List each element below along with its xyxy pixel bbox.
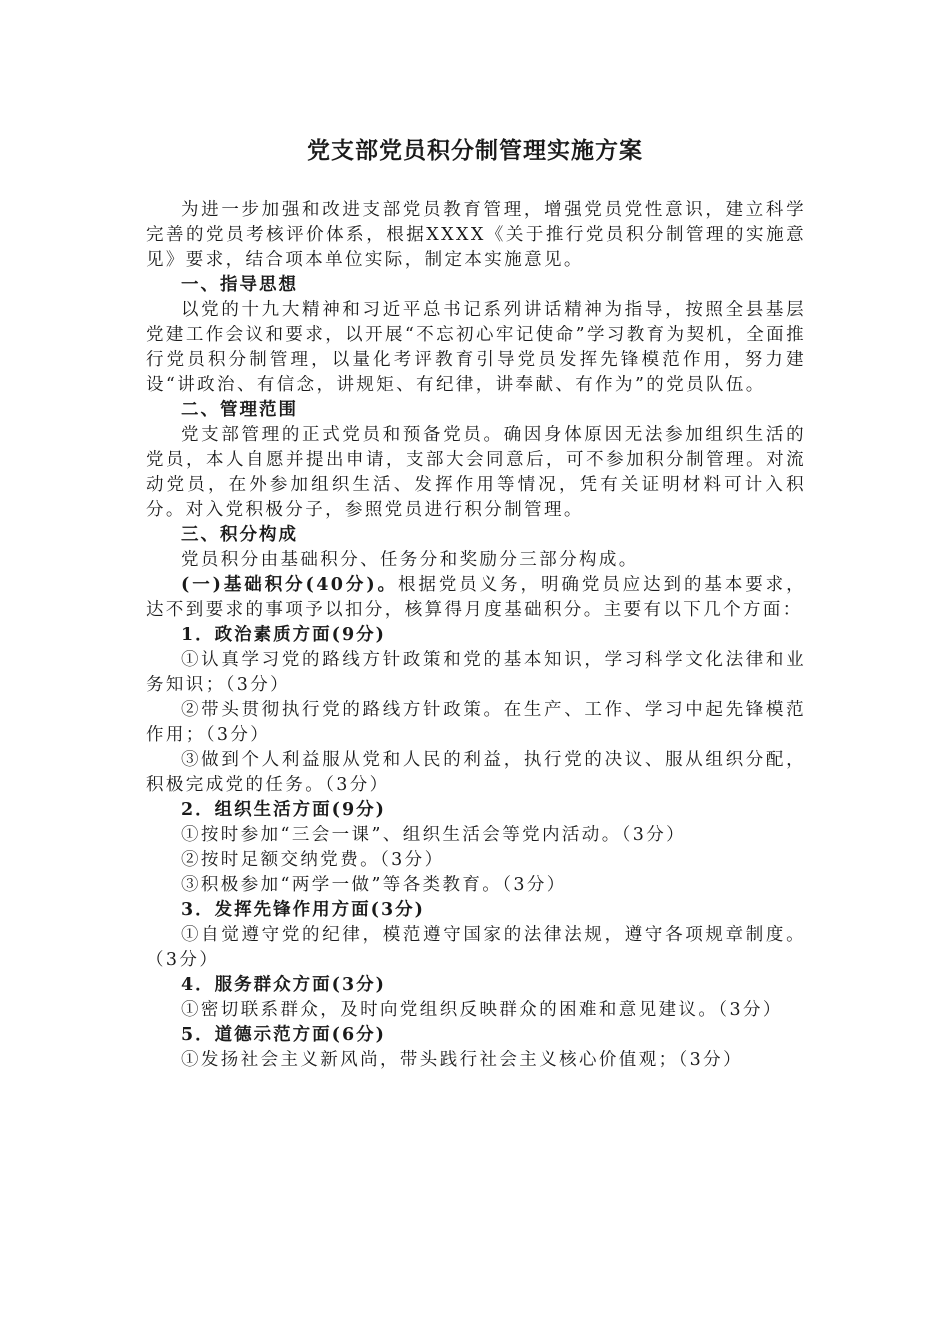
aspect-item: ①发扬社会主义新风尚，带头践行社会主义核心价值观；（3分） [181,1050,743,1070]
basic-points-text: 根据党员义务，明确党员应达到的基本要求，达不到要求的事项予以扣分，核算得月度基础积分。主要有以下几个方面： [146,575,806,620]
aspect-item: ③做到个人利益服从党和人民的利益，执行党的决议、服从组织分配，积极完成党的任务。（3分） [146,750,806,795]
aspect-title-organization-life: 2．组织生活方面(9分) [181,800,386,820]
aspect-item: ①密切联系群众，及时向党组织反映群众的困难和意见建议。（3分） [181,1000,783,1020]
aspect-title-moral-example: 5．道德示范方面(6分) [181,1025,386,1045]
section-text-points-composition: 党员积分由基础积分、任务分和奖励分三部分构成。 [181,550,639,570]
section-text-management-scope: 党支部管理的正式党员和预备党员。确因身体原因无法参加组织生活的党员，本人自愿并提出申请，支部大会同意后，可不参加积分制管理。对流动党员，在外参加组织生活、发挥作用等情况，凭有关证明材料可计入积分。对入党积极分子，参照党员进行积分制管理。 [146,425,806,520]
intro-paragraph: 为进一步加强和改进支部党员教育管理，增强党员党性意识，建立科学完善的党员考核评价体系，根据XXXX《关于推行党员积分制管理的实施意见》要求，结合项本单位实际，制定本实施意见。 [146,200,806,270]
basic-points-paragraph [146,573,806,623]
aspect-item: ②带头贯彻执行党的路线方针政策。在生产、工作、学习中起先锋模范作用；（3分） [146,700,806,745]
section-heading-management-scope: 二、管理范围 [181,400,298,420]
aspect-title-political: 1．政治素质方面(9分) [181,625,386,645]
section-text-guiding-ideology: 以党的十九大精神和习近平总书记系列讲话精神为指导，按照全县基层党建工作会议和要求，以开展“不忘初心牢记使命”学习教育为契机，全面推行党员积分制管理，以量化考评教育引导党员发挥先锋模范作用，努力建设“讲政治、有信念，讲规矩、有纪律，讲奉献、有作为”的党员队伍。 [146,300,806,395]
aspect-item: ①认真学习党的路线方针政策和党的基本知识，学习科学文化法律和业务知识；（3分） [146,650,806,695]
aspect-item: ①按时参加“三会一课”、组织生活会等党内活动。（3分） [181,825,687,845]
section-heading-guiding-ideology: 一、指导思想 [181,275,298,295]
aspect-item: ②按时足额交纳党费。（3分） [181,850,445,870]
section-heading-points-composition: 三、积分构成 [181,525,298,545]
document-body [146,198,806,1073]
aspect-item: ①自觉遵守党的纪律，模范遵守国家的法律法规，遵守各项规章制度。（3分） [146,925,806,970]
aspect-title-pioneer-role: 3．发挥先锋作用方面(3分) [181,900,425,920]
document-title: 党支部党员积分制管理实施方案 [307,138,643,164]
basic-points-label: (一)基础积分(40分)。 [181,575,398,595]
aspect-title-serving-masses: 4．服务群众方面(3分) [181,975,386,995]
aspect-item: ③积极参加“两学一做”等各类教育。（3分） [181,875,567,895]
